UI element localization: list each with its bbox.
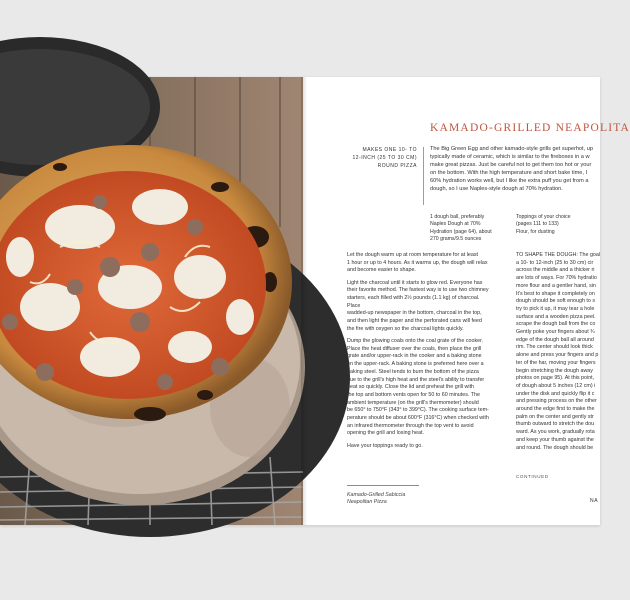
- method-line: opening the grill and losing heat.: [347, 430, 424, 437]
- method-line: be 650° to 750°F (343° to 399°C). The cooking surface tem-: [347, 407, 489, 414]
- ingredient-line: (pages 111 to 133): [516, 221, 559, 228]
- method-line: the top and bottom vents open for 50 to 60 minutes. The: [347, 391, 480, 398]
- method-line: are lots of ways. For 70% hydratio: [516, 275, 597, 282]
- method-line: begin stretching the dough away: [516, 367, 593, 374]
- method-line: Gently poke your fingers about ¾: [516, 329, 595, 336]
- method-line: ward. As you work, gradually rota: [516, 429, 595, 436]
- method-line: Have your toppings ready to go.: [347, 442, 423, 449]
- intro-line: 60% hydration works well, but I like the extra puff you get from a: [430, 178, 589, 185]
- method-paragraph: [347, 338, 490, 438]
- method-line: and keep your thumb against the: [516, 436, 594, 443]
- method-line: the fire with oxygen so the charcoal lights quickly.: [347, 325, 464, 332]
- method-line: heat so quickly. Close the lid and preheat the grill with: [347, 384, 475, 391]
- intro-line: dough, so I use Naples-style dough at 70% hydration.: [430, 186, 563, 193]
- method-line: an infrared thermometer through the top vent to avoid: [347, 422, 474, 429]
- method-line: Let the dough warm up at room temperature for at least: [347, 252, 478, 258]
- book-spread: [0, 77, 630, 525]
- recipe-yield: [343, 147, 417, 170]
- method-line: 1 hour or up to 4 hours. As it warms up, the dough will relax: [347, 259, 488, 266]
- ingredient-line: 270 grams/9.5 ounces: [430, 236, 482, 243]
- pizza-photo-image: [0, 77, 303, 525]
- method-line: ambient temperature (on the grill's thermometer) should: [347, 399, 479, 406]
- pizza-photo: [0, 77, 303, 525]
- ingredient-line: Toppings of your choice: [516, 214, 571, 220]
- method-line: surface and a wooden pizza peel.: [516, 313, 596, 320]
- yield-line: MAKES ONE 10- TO: [362, 147, 417, 153]
- caption-line: Kamado-Grilled Sabiccia: [347, 492, 406, 498]
- method-line: of dough about 5 inches (12 cm) i: [516, 382, 596, 389]
- method-paragraph: [347, 252, 490, 275]
- method-line: ter of the har, moving your fingers: [516, 359, 596, 366]
- method-line: and become easier to shape.: [347, 267, 416, 274]
- continued-label: CONTINUED: [516, 474, 549, 479]
- photo-caption: [347, 492, 405, 507]
- running-footer: NA: [590, 498, 599, 504]
- method-column-left: [347, 252, 490, 455]
- method-line: TO SHAPE THE DOUGH: The goal: [516, 252, 601, 258]
- method-line: around the edge first to make the: [516, 406, 595, 413]
- method-line: rim. The center should look thick: [516, 344, 593, 351]
- method-line: palm on the center and gently str: [516, 413, 594, 420]
- method-line: starters, each filled with 2½ pounds (1.1 kg) of charcoal. Place: [347, 295, 480, 309]
- recipe-page: [303, 77, 630, 525]
- method-line: dough should be soft enough to s: [516, 298, 596, 305]
- ingredient-line: Naples Dough at 70%: [430, 221, 481, 228]
- method-line: due to the grill's high heat and the steel's ability to transfer: [347, 376, 485, 383]
- method-line: baking steel. Steel tends to burn the bottom of the pizza: [347, 368, 479, 375]
- method-line: Dump the glowing coals onto the coal grate of the cooker.: [347, 338, 484, 345]
- method-line: under the disk and quickly flip it c: [516, 390, 595, 397]
- method-line: It's best to shape it completely on: [516, 290, 595, 297]
- method-line: scrape the dough ball from the co: [516, 321, 596, 328]
- yield-line: 12-INCH (25 TO 30 CM): [352, 154, 417, 161]
- ingredients-list-left: [430, 214, 492, 244]
- method-column-right: [516, 252, 626, 452]
- caption-line: Neapolitan Pizza: [347, 499, 387, 506]
- ingredient-line: Flour, for dusting: [516, 228, 555, 235]
- method-line: Place the heat diffuser over the coals, then place the grill: [347, 345, 482, 352]
- method-line: and pressing process on the other: [516, 398, 597, 405]
- recipe-title: KAMADO-GRILLED NEAPOLITA: [430, 122, 630, 134]
- method-line: photos on page 95). At this point,: [516, 375, 595, 382]
- method-line: a 10- to 12-inch (25 to 30 cm) cir: [516, 259, 594, 266]
- yield-line: ROUND PIZZA: [377, 162, 417, 169]
- method-line: more flour and a gentler hand, sin: [516, 282, 596, 289]
- method-line: try to pick it up, it may tear a hole: [516, 305, 595, 312]
- ingredient-line: 1 dough ball, preferably: [430, 214, 485, 220]
- method-paragraph: [516, 252, 626, 452]
- method-paragraph: [347, 443, 490, 451]
- method-paragraph: [347, 280, 490, 334]
- ingredient-line: Hydration (page 64), about: [430, 228, 492, 235]
- method-line: and then light the paper and the perforated cans will feed: [347, 318, 482, 325]
- method-line: edge of the dough ball all around: [516, 336, 594, 343]
- recipe-intro: [430, 145, 620, 194]
- method-line: their favorite method. The fastest way is to use two chimney: [347, 287, 489, 294]
- method-line: across the middle and a thicker ri: [516, 267, 595, 274]
- intro-line: typically made of ceramic, which is similar to the fireboxes in a w: [430, 154, 590, 161]
- method-line: thumb outward to stretch the dou: [516, 421, 595, 428]
- method-line: wadded-up newspaper in the bottom, charcoal in the top,: [347, 310, 482, 317]
- intro-line: on the bottom. With the high temperature and short bake time, I: [430, 170, 588, 177]
- yield-divider: [423, 147, 424, 205]
- method-line: grate and/or upper-rack in the cooker and a baking stone: [347, 353, 482, 360]
- method-line: Light the charcoal until it starts to glow red. Everyone has: [347, 279, 483, 286]
- intro-line: make great pizzas. Just be careful not to get them too hot or your: [430, 162, 592, 169]
- method-line: on the upper-rack. A baking stone is preferred here over a: [347, 361, 484, 368]
- method-line: alone and press your fingers and p: [516, 352, 599, 359]
- caption-divider: [347, 485, 419, 486]
- intro-line: The Big Green Egg and other kamado-style grills get superhot, up: [430, 146, 593, 152]
- ingredients-list-right: [516, 214, 571, 236]
- method-line: perature should be about 600°F (316°C) when checked with: [347, 415, 489, 422]
- method-line: and round. The dough should be: [516, 444, 594, 451]
